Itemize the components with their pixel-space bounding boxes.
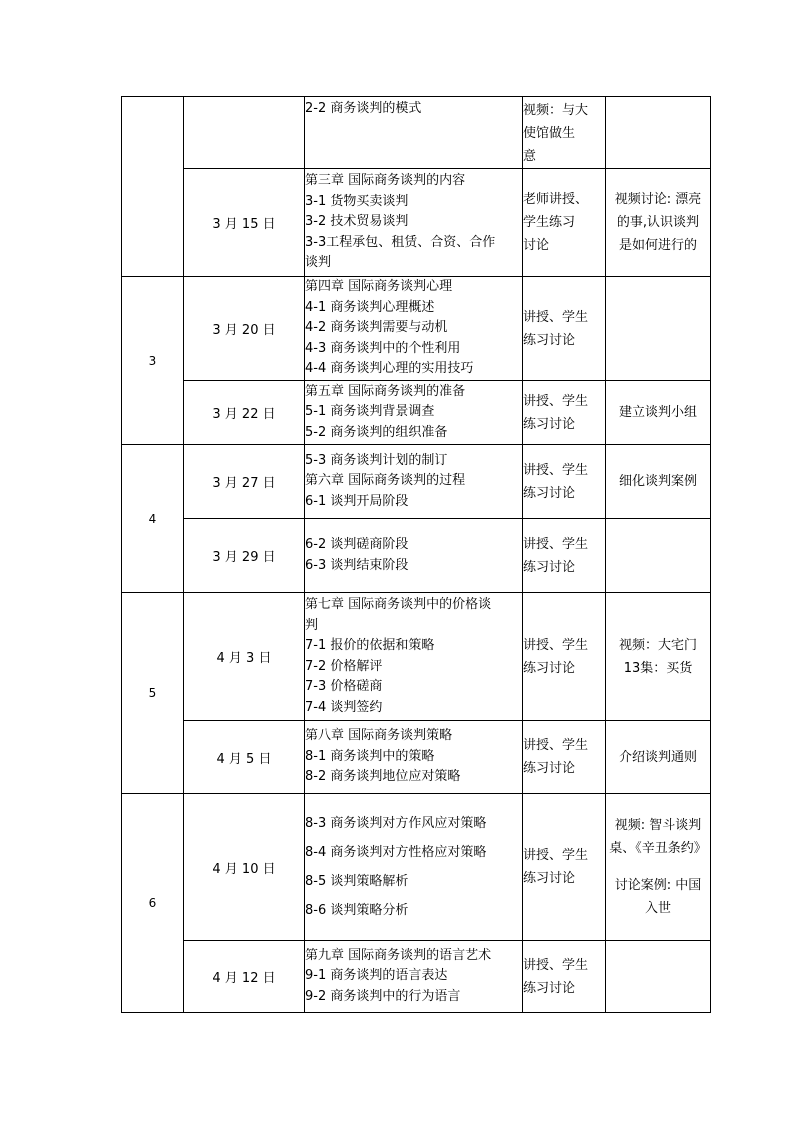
method-line: 练习讨论 (523, 660, 576, 676)
content-cell (305, 593, 523, 721)
method-line: 练习讨论 (523, 559, 576, 575)
method-line: 讲授、学生 (523, 462, 589, 478)
note-cell (606, 381, 711, 445)
method-line: 练习讨论 (523, 416, 576, 432)
content-line: 4-1 商务谈判心理概述 (305, 299, 435, 315)
content-line: 第七章 国际商务谈判中的价格谈 (305, 597, 492, 612)
course-schedule-table (121, 96, 711, 1013)
method-cell (523, 593, 606, 721)
date-cell: 3 月 22 日 (184, 381, 305, 445)
week-cell: 6 (122, 794, 184, 1013)
note-line: 视频：大宅门 (618, 637, 697, 653)
method-cell (523, 169, 606, 277)
table-row (122, 277, 711, 381)
method-cell (523, 941, 606, 1013)
method-line: 讲授、学生 (523, 848, 589, 863)
table-row (122, 445, 711, 519)
method-line: 练习讨论 (523, 871, 576, 886)
method-line: 学生练习 (523, 215, 576, 230)
table-row (122, 169, 711, 277)
content-line: 6-1 谈判开局阶段 (305, 493, 409, 509)
week-cell (122, 97, 184, 277)
note-cell (606, 721, 711, 794)
content-line: 判 (305, 617, 319, 633)
date-cell: 4 月 5 日 (184, 721, 305, 794)
method-line: 讲授、学生 (523, 738, 589, 753)
method-line: 练习讨论 (523, 332, 576, 348)
date-cell: 3 月 29 日 (184, 519, 305, 593)
note-line: 视频讨论: 漂亮 (614, 192, 702, 207)
method-line: 练习讨论 (523, 980, 576, 996)
note-cell (606, 794, 711, 941)
content-line: 4-3 商务谈判中的个性利用 (305, 340, 461, 356)
content-line: 9-2 商务谈判中的行为语言 (305, 988, 461, 1004)
date-cell: 4 月 10 日 (184, 794, 305, 941)
method-line: 讲授、学生 (523, 637, 589, 653)
method-line: 讲授、学生 (523, 309, 589, 325)
date-cell (184, 97, 305, 169)
content-line: 5-2 商务谈判的组织准备 (305, 424, 448, 440)
content-line: 7-1 报价的依据和策略 (305, 638, 435, 653)
content-line: 8-4 商务谈判对方性格应对策略 (305, 845, 487, 860)
date-cell: 4 月 3 日 (184, 593, 305, 721)
content-cell (305, 277, 523, 381)
content-line: 第九章 国际商务谈判的语言艺术 (305, 947, 492, 963)
content-line: 谈判 (305, 255, 332, 271)
content-line: 7-2 价格解评 (305, 658, 383, 674)
content-line: 4-4 商务谈判心理的实用技巧 (305, 361, 474, 377)
content-line: 7-3 价格磋商 (305, 679, 383, 694)
content-cell (305, 97, 523, 169)
table-row (122, 381, 711, 445)
table-row (122, 593, 711, 721)
content-line: 9-1 商务谈判的语言表达 (305, 968, 448, 984)
week-cell: 4 (122, 445, 184, 593)
content-line: 第三章 国际商务谈判的内容 (305, 173, 466, 189)
content-line: 8-2 商务谈判地位应对策略 (305, 769, 461, 785)
content-line: 5-1 商务谈判背景调查 (305, 404, 435, 420)
note-cell (606, 445, 711, 519)
content-cell (305, 941, 523, 1013)
method-cell (523, 381, 606, 445)
content-line: 2-2 商务谈判的模式 (305, 101, 422, 116)
method-line: 讲授、学生 (523, 536, 589, 552)
content-line: 第八章 国际商务谈判策略 (305, 728, 453, 744)
content-line: 第六章 国际商务谈判的过程 (305, 473, 466, 489)
note-cell (606, 169, 711, 277)
note-line: 建立谈判小组 (618, 405, 697, 420)
method-cell (523, 519, 606, 593)
note-line: 入世 (644, 901, 671, 916)
content-line: 3-2 技术贸易谈判 (305, 214, 409, 230)
content-line: 第四章 国际商务谈判心理 (305, 279, 453, 295)
table-row (122, 97, 711, 169)
content-cell (305, 721, 523, 794)
week-cell: 3 (122, 277, 184, 445)
method-line: 讲授、学生 (523, 957, 589, 973)
method-cell (523, 721, 606, 794)
date-cell: 3 月 27 日 (184, 445, 305, 519)
note-line: 的事,认识谈判 (616, 215, 700, 230)
content-cell (305, 519, 523, 593)
content-line: 8-3 商务谈判对方作风应对策略 (305, 816, 487, 831)
note-cell (606, 519, 711, 593)
table-row (122, 519, 711, 593)
content-line: 8-1 商务谈判中的策略 (305, 748, 435, 764)
method-line: 练习讨论 (523, 761, 576, 776)
note-line: 细化谈判案例 (618, 474, 697, 489)
content-line: 4-2 商务谈判需要与动机 (305, 320, 448, 336)
date-cell: 3 月 20 日 (184, 277, 305, 381)
note-cell (606, 593, 711, 721)
content-line: 6-2 谈判磋商阶段 (305, 537, 409, 552)
content-line: 6-3 谈判结束阶段 (305, 557, 409, 573)
method-line: 练习讨论 (523, 485, 576, 501)
date-cell: 4 月 12 日 (184, 941, 305, 1013)
method-cell (523, 97, 606, 169)
method-line: 视频：与大 (523, 103, 589, 118)
content-cell (305, 169, 523, 277)
note-cell (606, 97, 711, 169)
note-line: 是如何进行的 (618, 238, 697, 253)
content-cell (305, 445, 523, 519)
content-line: 3-3工程承包、租赁、合资、合作 (305, 234, 496, 250)
table-row (122, 941, 711, 1013)
note-cell (606, 941, 711, 1013)
content-line: 8-5 谈判策略解析 (305, 874, 409, 889)
table-row (122, 721, 711, 794)
content-line: 第五章 国际商务谈判的准备 (305, 383, 466, 399)
method-line: 讨论 (523, 238, 550, 253)
note-line: 介绍谈判通则 (618, 749, 697, 765)
content-line: 5-3 商务谈判计划的制订 (305, 452, 448, 468)
note-line: 视频: 智斗谈判 (614, 818, 702, 833)
method-cell (523, 794, 606, 941)
note-spacer (606, 860, 710, 874)
note-cell (606, 277, 711, 381)
method-line: 老师讲授、 (523, 192, 589, 207)
method-line: 讲授、学生 (523, 393, 589, 409)
table-row (122, 794, 711, 941)
content-line: 8-6 谈判策略分析 (305, 903, 409, 918)
method-line: 使馆做生 (523, 126, 576, 141)
content-cell (305, 794, 523, 941)
date-cell: 3 月 15 日 (184, 169, 305, 277)
note-line: 桌、《辛丑条约》 (609, 841, 707, 856)
method-cell (523, 277, 606, 381)
method-line: 意 (523, 149, 537, 164)
content-cell (305, 381, 523, 445)
note-line: 讨论案例: 中国 (614, 878, 702, 893)
content-line: 3-1 货物买卖谈判 (305, 193, 409, 209)
note-line: 13集：买货 (623, 660, 693, 676)
content-line: 7-4 谈判签约 (305, 699, 383, 715)
method-cell (523, 445, 606, 519)
week-cell: 5 (122, 593, 184, 794)
